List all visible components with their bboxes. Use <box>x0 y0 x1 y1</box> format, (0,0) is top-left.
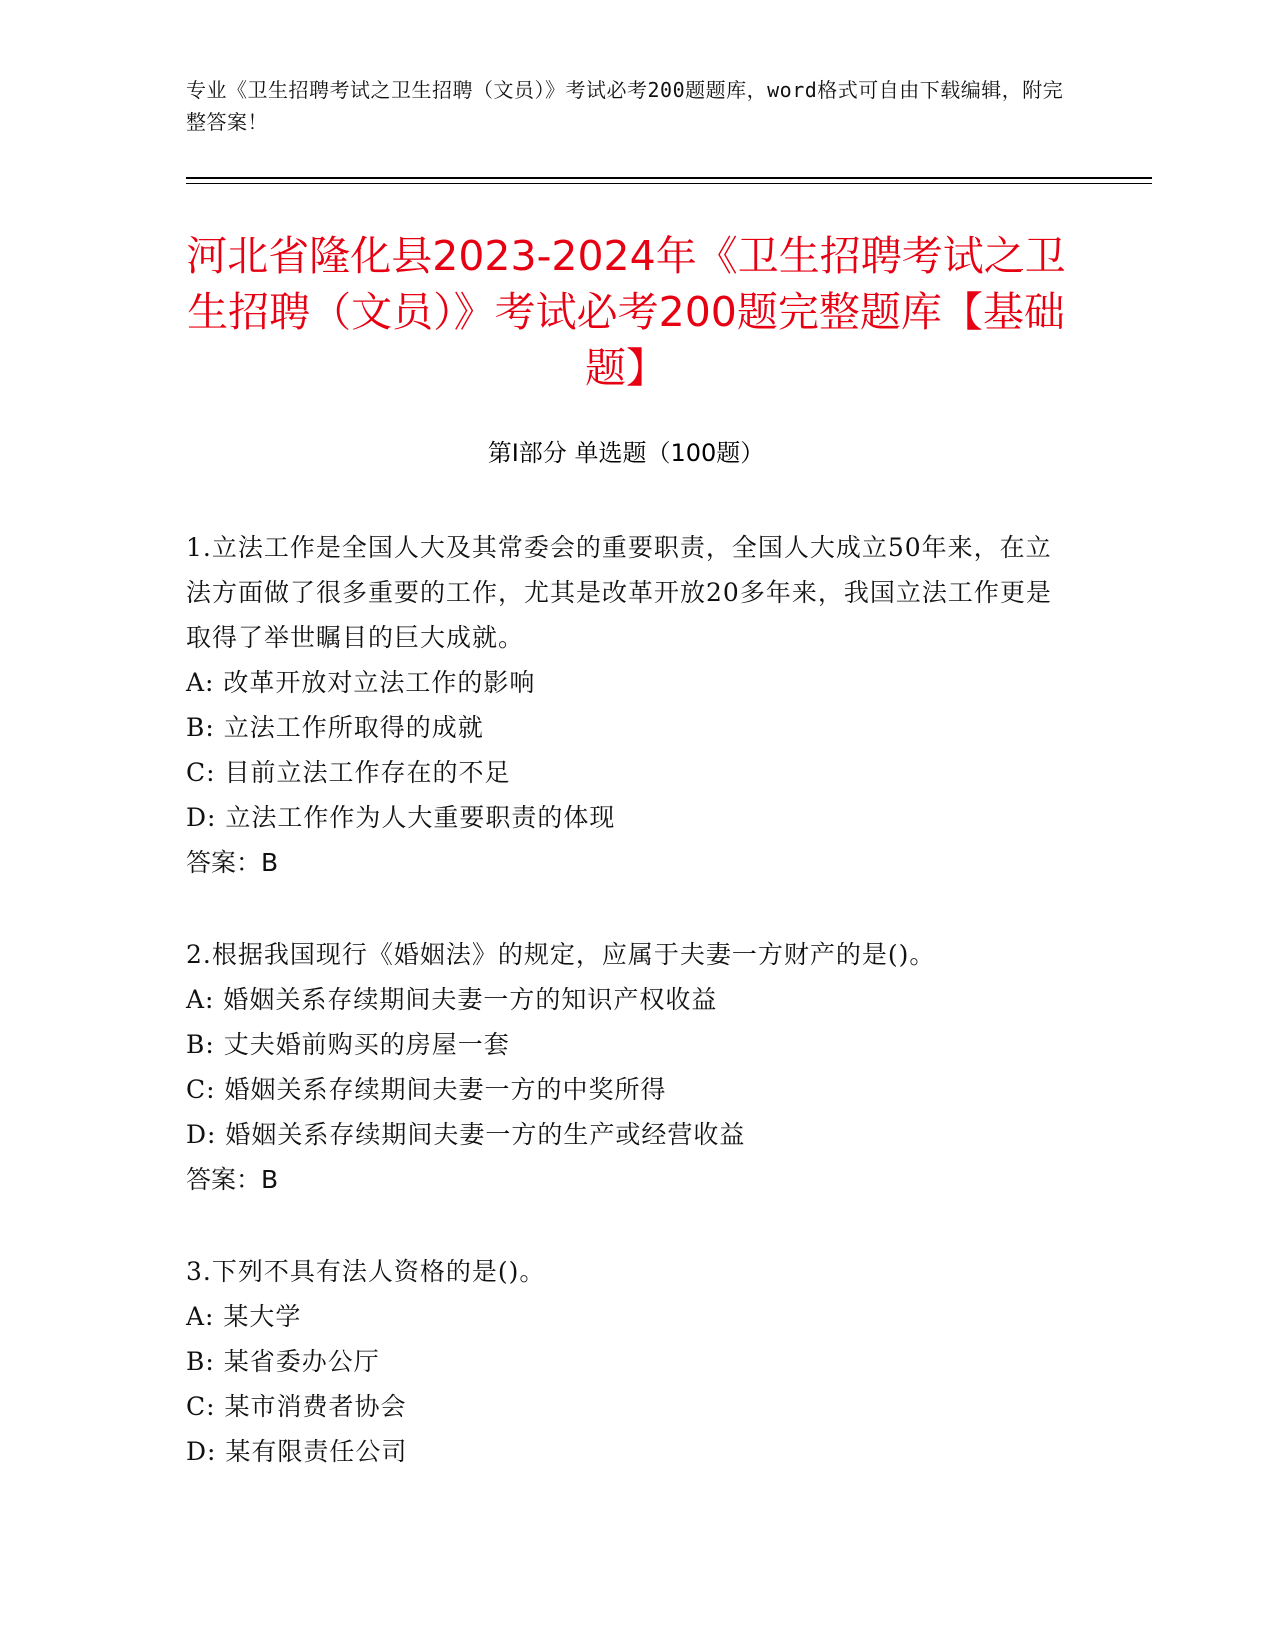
option-b: B: 某省委办公厅 <box>186 1347 380 1376</box>
option-a: A: 某大学 <box>186 1302 302 1331</box>
question-answer: 答案：B <box>186 848 279 877</box>
header-divider-thin <box>186 183 1152 184</box>
question-2 <box>186 932 1076 1202</box>
question-stem: 2.根据我国现行《婚姻法》的规定，应属于夫妻一方财产的是()。 <box>186 940 936 969</box>
question-stem: 1.立法工作是全国人大及其常委会的重要职责，全国人大成立50年来，在立法方面做了很多重要的工作，尤其是改革开放20多年来，我国立法工作更是取得了举世瞩目的巨大成就。 <box>186 533 1052 652</box>
document-title: 河北省隆化县2023-2024年《卫生招聘考试之卫生招聘（文员）》考试必考200题完整题库【基础题】 <box>186 232 1066 392</box>
option-a: A: 改革开放对立法工作的影响 <box>186 668 536 697</box>
option-c: C: 目前立法工作存在的不足 <box>186 758 511 787</box>
question-1 <box>186 525 1076 885</box>
section-title: 第I部分 单选题（100题） <box>487 439 765 467</box>
question-list <box>186 525 1076 1474</box>
question-answer: 答案：B <box>186 1165 279 1194</box>
header-divider-thick <box>186 177 1152 179</box>
question-spacer <box>186 1202 1076 1249</box>
question-3 <box>186 1249 1076 1474</box>
option-d: D: 某有限责任公司 <box>186 1437 408 1466</box>
option-b: B: 立法工作所取得的成就 <box>186 713 484 742</box>
option-d: D: 婚姻关系存续期间夫妻一方的生产或经营收益 <box>186 1120 746 1149</box>
option-c: C: 婚姻关系存续期间夫妻一方的中奖所得 <box>186 1075 667 1104</box>
option-c: C: 某市消费者协会 <box>186 1392 407 1421</box>
option-a: A: 婚姻关系存续期间夫妻一方的知识产权收益 <box>186 985 718 1014</box>
question-spacer <box>186 885 1076 932</box>
question-stem: 3.下列不具有法人资格的是()。 <box>186 1257 546 1286</box>
header-note: 专业《卫生招聘考试之卫生招聘（文员）》考试必考200题题库，word格式可自由下载编辑，附完整答案！ <box>186 78 1064 134</box>
option-b: B: 丈夫婚前购买的房屋一套 <box>186 1030 510 1059</box>
option-d: D: 立法工作作为人大重要职责的体现 <box>186 803 616 832</box>
